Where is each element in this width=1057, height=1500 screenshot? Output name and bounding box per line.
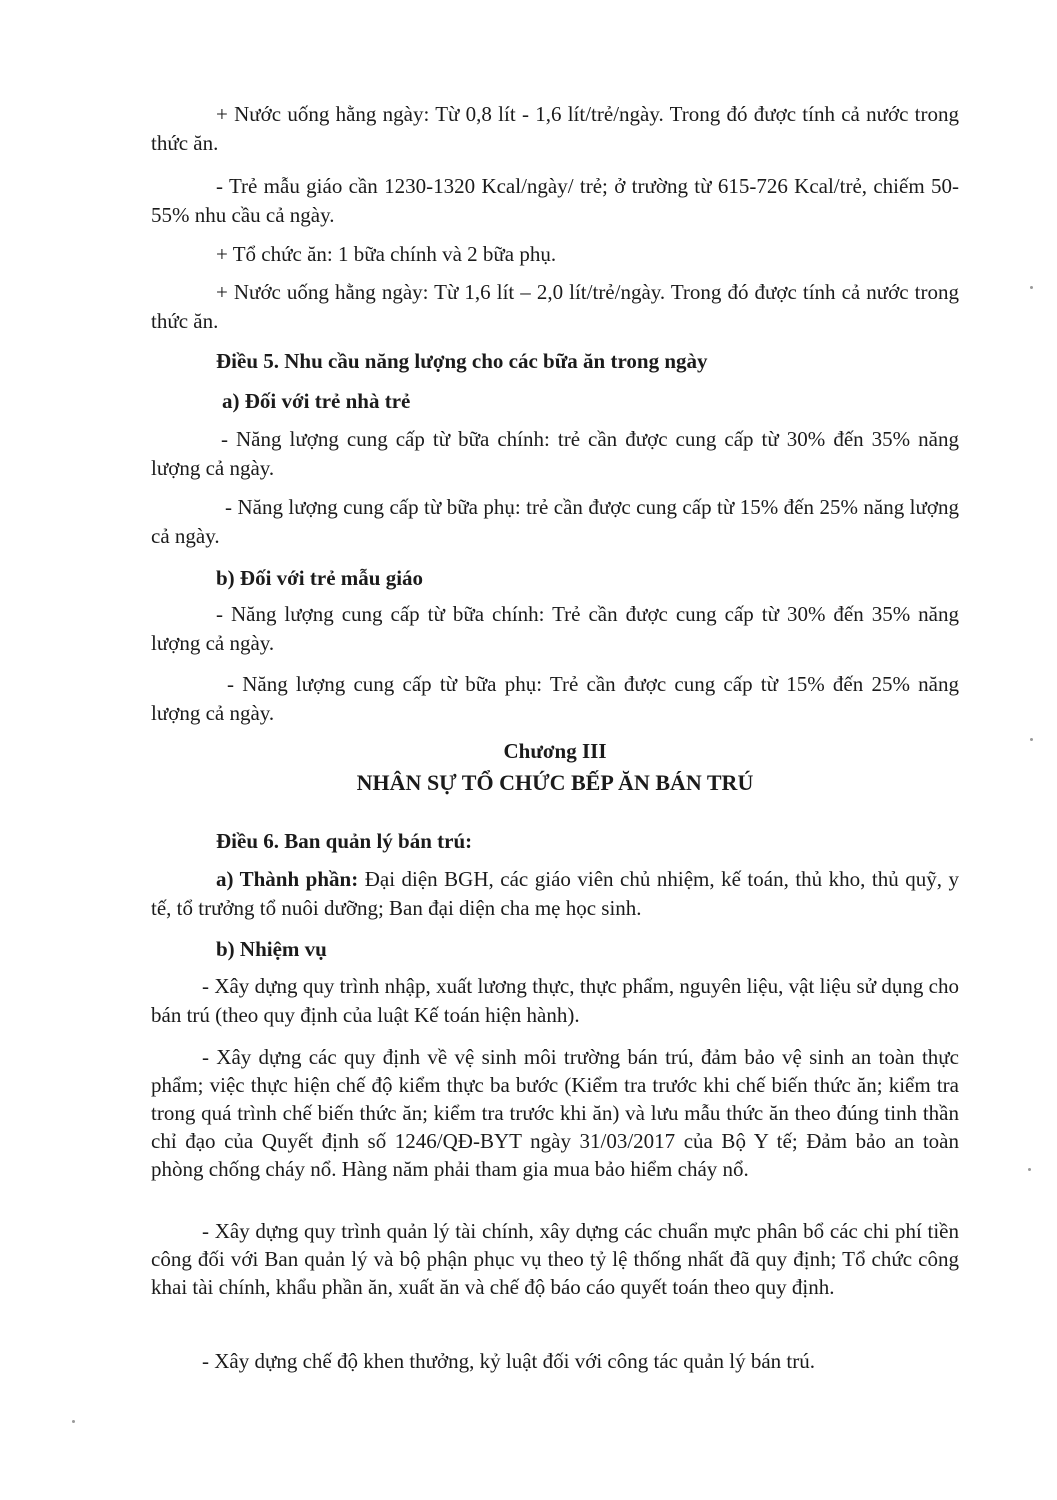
- article-6-title: Điều 6. Ban quản lý bán trú:: [216, 829, 473, 853]
- composition-text: Đại diện BGH, các giáo viên chủ nhiệm, kế toán, thủ kho, thủ quỹ, y tế, tổ trưởng tổ nuôi dưỡng; Ban đại diện cha mẹ học sinh.: [151, 867, 959, 920]
- duty-item-finance: - Xây dựng quy trình quản lý tài chính, xây dựng các chuẩn mực phân bổ các chi phí tiền công đối với Ban quản lý và bộ phận phục vụ theo tỷ lệ thống nhất đã quy định; Tổ chức công khai tài chính, khẩu phần ăn, xuất ăn và chế độ báo cáo quyết toán theo quy định.: [151, 1219, 959, 1299]
- article-6-composition: [151, 865, 959, 923]
- article-5-title: Điều 5. Nhu cầu năng lượng cho các bữa ăn trong ngày: [216, 349, 708, 373]
- article-5-a-item-main-meal: - Năng lượng cung cấp từ bữa chính: trẻ cần được cung cấp từ 30% đến 35% năng lượng cả ngày.: [151, 427, 959, 480]
- scan-speck: [72, 1420, 75, 1423]
- duty-item-inventory: - Xây dựng quy trình nhập, xuất lương thực, thực phẩm, nguyên liệu, vật liệu sử dụng cho bán trú (theo quy định của luật Kế toán hiện hành).: [151, 974, 959, 1027]
- scan-speck: [1030, 286, 1033, 289]
- article-6-duties-title: b) Nhiệm vụ: [216, 937, 327, 961]
- chapter-3-label: Chương III: [503, 739, 607, 763]
- chapter-3-title: NHÂN SỰ TỔ CHỨC BẾP ĂN BÁN TRÚ: [356, 770, 754, 795]
- article-5-section-b-title: b) Đối với trẻ mẫu giáo: [216, 566, 424, 590]
- scan-speck: [1030, 738, 1033, 741]
- paragraph-water-kindergarten: + Nước uống hằng ngày: Từ 1,6 lít – 2,0 lít/trẻ/ngày. Trong đó được tính cả nước trong thức ăn.: [151, 280, 959, 333]
- paragraph-kindergarten-kcal: - Trẻ mẫu giáo cần 1230-1320 Kcal/ngày/ trẻ; ở trường từ 615-726 Kcal/trẻ, chiếm 50-55% nhu cầu cả ngày.: [151, 174, 959, 227]
- duty-item-rewards: - Xây dựng chế độ khen thưởng, kỷ luật đối với công tác quản lý bán trú.: [202, 1349, 816, 1373]
- paragraph-meal-organization: + Tổ chức ăn: 1 bữa chính và 2 bữa phụ.: [216, 242, 557, 266]
- scan-speck: [1028, 1168, 1031, 1171]
- article-5-b-item-snack: - Năng lượng cung cấp từ bữa phụ: Trẻ cần được cung cấp từ 15% đến 25% năng lượng cả ngày.: [151, 672, 959, 725]
- paragraph-water-nursery: + Nước uống hằng ngày: Từ 0,8 lít - 1,6 lít/trẻ/ngày. Trong đó được tính cả nước trong thức ăn.: [151, 102, 959, 155]
- composition-label: a) Thành phần:: [216, 867, 359, 891]
- article-5-section-a-title: a) Đối với trẻ nhà trẻ: [222, 389, 411, 413]
- duty-item-hygiene: - Xây dựng các quy định về vệ sinh môi trường bán trú, đảm bảo vệ sinh an toàn thực phẩm; việc thực hiện chế độ kiểm thực ba bước (Kiểm tra trước khi chế biến thức ăn; kiểm tra trong quá trình chế biến thức ăn; kiểm tra trước khi ăn) và lưu mẫu thức ăn theo đúng tinh thần chỉ đạo của Quyết định số 1246/QĐ-BYT ngày 31/03/2017 của Bộ Y tế; Đảm bảo an toàn phòng chống cháy nổ. Hàng năm phải tham gia mua bảo hiểm cháy nổ.: [151, 1045, 959, 1181]
- article-5-b-item-main-meal: - Năng lượng cung cấp từ bữa chính: Trẻ cần được cung cấp từ 30% đến 35% năng lượng cả ngày.: [151, 602, 959, 655]
- article-5-a-item-snack: - Năng lượng cung cấp từ bữa phụ: trẻ cần được cung cấp từ 15% đến 25% năng lượng cả ngày.: [151, 495, 959, 548]
